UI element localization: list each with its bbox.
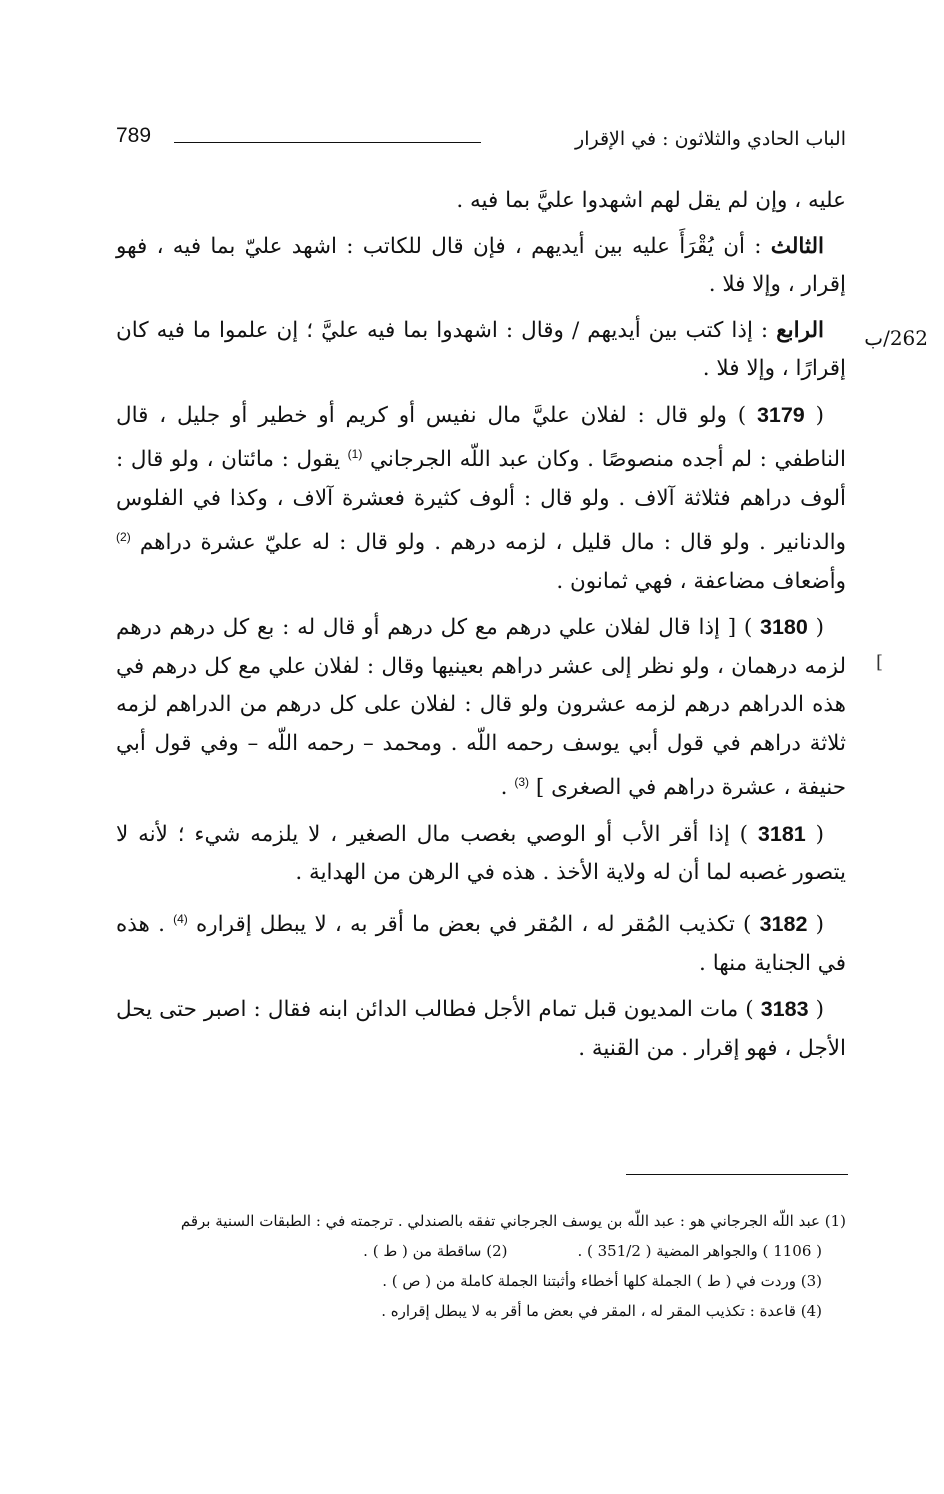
paragraph bbox=[116, 182, 846, 221]
entry-number: 3183 bbox=[760, 997, 809, 1022]
entry-number: 3179 bbox=[756, 402, 805, 427]
footnote-4: (4) قاعدة : تكذيب المقر له ، المقر في بعض ما أقر به لا يبطل إقراره . bbox=[381, 1302, 822, 1320]
item-label: الرابع bbox=[776, 317, 824, 343]
entry-text: ) إذا أقر الأب أو الوصي بغصب مال الصغير ، لا يلزمه شيء ؛ لأنه لا يتصور غصبه لما أن له ولاية الأخذ . هذه في الرهن من الهداية . bbox=[116, 821, 846, 886]
item-label: الثالث bbox=[770, 233, 824, 259]
footnote-2: (2) ساقطة من ( ط ) . bbox=[363, 1242, 508, 1260]
entry-text: وأضعاف مضاعفة ، فهي ثمانون . bbox=[556, 568, 846, 594]
entry-text: ) مات المديون قبل تمام الأجل فطالب الدائن ابنه فقال : اصبر حتى يحل الأجل ، فهو إقرار . من القنية . bbox=[116, 997, 846, 1061]
entry-3180: ( 3180 ) [ إذا قال لفلان علي درهم مع كل درهم أو قال له : بع كل درهم درهم لزمه درهمان ، ولو نظر إلى عشر دراهم بعينيها وقال : لفلان علي مع كل درهم في هذه الدراهم درهم لزمه عشرون ولو قال : لفلان على كل درهم من الدراهم لزمه ثلاثة دراهم في قول أبي يوسف رحمه اللّه . ومحمد – رحمه اللّه – وفي قول أبي حنيفة ، عشرة دراهم في الصغرى ] $^{(3)}$ . bbox=[116, 615, 846, 801]
footnote-1-cont: ( 1106 ) والجواهر المضية ( 351/2 ) . bbox=[577, 1242, 822, 1260]
entry-text: . bbox=[500, 775, 515, 801]
entry-number: 3180 bbox=[760, 615, 808, 640]
footnote-ref: (4) bbox=[173, 911, 188, 926]
footnote-1: (1) عبد اللّه الجرجاني هو : عبد اللّه بن يوسف الجرجاني تفقه بالصندلي . ترجمته في : الطبقات السنية برقم bbox=[180, 1212, 846, 1230]
footnotes bbox=[116, 1206, 846, 1326]
entry-text: يقول : مائتان ، ولو قال : ألوف دراهم فثلاثة آلاف . ولو قال : ألوف كثيرة فعشرة آلاف ، وكذا في الفلوس والدنانير . ولو قال : مال قليل ، لزمه درهم . ولو قال : له عليّ عشرة دراهم bbox=[116, 447, 846, 556]
margin-bracket: [ bbox=[876, 652, 884, 673]
footnote-ref: (3) bbox=[514, 775, 530, 790]
margin-folio: 262/ب bbox=[864, 326, 928, 350]
paragraph-text: : إذا كتب بين أيديهم / وقال : اشهدوا بما فيه عليَّ ؛ إن علموا ما فيه كان إقرارًا ، وإلا فلا . bbox=[116, 317, 846, 381]
running-header bbox=[116, 122, 846, 162]
entry-3182: ( 3182 ) تكذيب المُقر له ، المُقر في بعض ما أقر به ، لا يبطل إقراره $^{(4)}$ . هذه في الجناية منها . bbox=[116, 911, 846, 976]
page-number: 789 bbox=[116, 124, 152, 147]
entry-text: . هذه في الجناية منها . bbox=[116, 912, 846, 976]
paragraph bbox=[116, 228, 846, 305]
entry-3181: ( 3181 ) إذا أقر الأب أو الوصي بغصب مال الصغير ، لا يلزمه شيء ؛ لأنه لا يتصور غصبه لما أن له ولاية الأخذ . هذه في الرهن من الهداية . bbox=[116, 821, 846, 886]
main-text bbox=[116, 182, 846, 1075]
footnote-line bbox=[116, 1236, 846, 1266]
chapter-title: الباب الحادي والثلاثون : في الإقرار bbox=[575, 128, 846, 150]
entry-text: ) ولو قال : لفلان عليَّ مال نفيس أو كريم أو خطير أو جليل ، قال الناطفي : لم أجده منصوصًا . وكان عبد اللّه الجرجاني bbox=[116, 402, 846, 473]
footnote-3: (3) وردت في ( ط ) الجملة كلها أخطاء وأثبتنا الجملة كاملة من ( ص ) . bbox=[382, 1272, 822, 1290]
entry-number: 3181 bbox=[757, 821, 806, 846]
entry-3183: ( 3183 ) مات المديون قبل تمام الأجل فطالب الدائن ابنه فقال : اصبر حتى يحل الأجل ، فهو إقرار . من القنية . bbox=[116, 997, 846, 1061]
footnote-separator bbox=[626, 1174, 848, 1175]
entry-3179: ( 3179 ) ولو قال : لفلان عليَّ مال نفيس أو كريم أو خطير أو جليل ، قال الناطفي : لم أجده منصوصًا . وكان عبد اللّه الجرجاني $^{(1)}$ يقول : مائتان ، ولو قال : ألوف دراهم فثلاثة آلاف . ولو قال : ألوف كثيرة فعشرة آلاف ، وكذا في الفلوس والدنانير . ولو قال : مال قليل ، لزمه درهم . ولو قال : له عليّ عشرة دراهم $^{(2)}$ وأضعاف مضاعفة ، فهي ثمانون . bbox=[116, 402, 846, 594]
entry-text: ) [ إذا قال لفلان علي درهم مع كل درهم أو قال له : بع كل درهم درهم لزمه درهمان ، ولو نظر إلى عشر دراهم بعينيها وقال : لفلان علي مع كل درهم في هذه الدراهم درهم لزمه عشرون ولو قال : لفلان على كل درهم من الدراهم لزمه ثلاثة دراهم في قول أبي يوسف رحمه اللّه . ومحمد – رحمه اللّه – وفي قول أبي حنيفة ، عشرة دراهم في الصغرى ] bbox=[116, 615, 846, 801]
paragraph-text: عليه ، وإن لم يقل لهم اشهدوا عليَّ بما فيه . bbox=[456, 188, 846, 213]
entry-number: 3182 bbox=[759, 912, 808, 937]
footnote-ref: (1) bbox=[347, 447, 363, 461]
footnote-ref: (2) bbox=[116, 530, 131, 545]
paragraph-text: : أن يُقْرَأَ عليه بين أيديهم ، فإن قال للكاتب : اشهد عليّ بما فيه ، فهو إقرار ، وإلا فلا . bbox=[116, 233, 846, 297]
entry-text: ) تكذيب المُقر له ، المُقر في بعض ما أقر به ، لا يبطل إقراره bbox=[187, 912, 760, 938]
header-rule bbox=[174, 142, 481, 143]
paragraph bbox=[116, 312, 846, 389]
